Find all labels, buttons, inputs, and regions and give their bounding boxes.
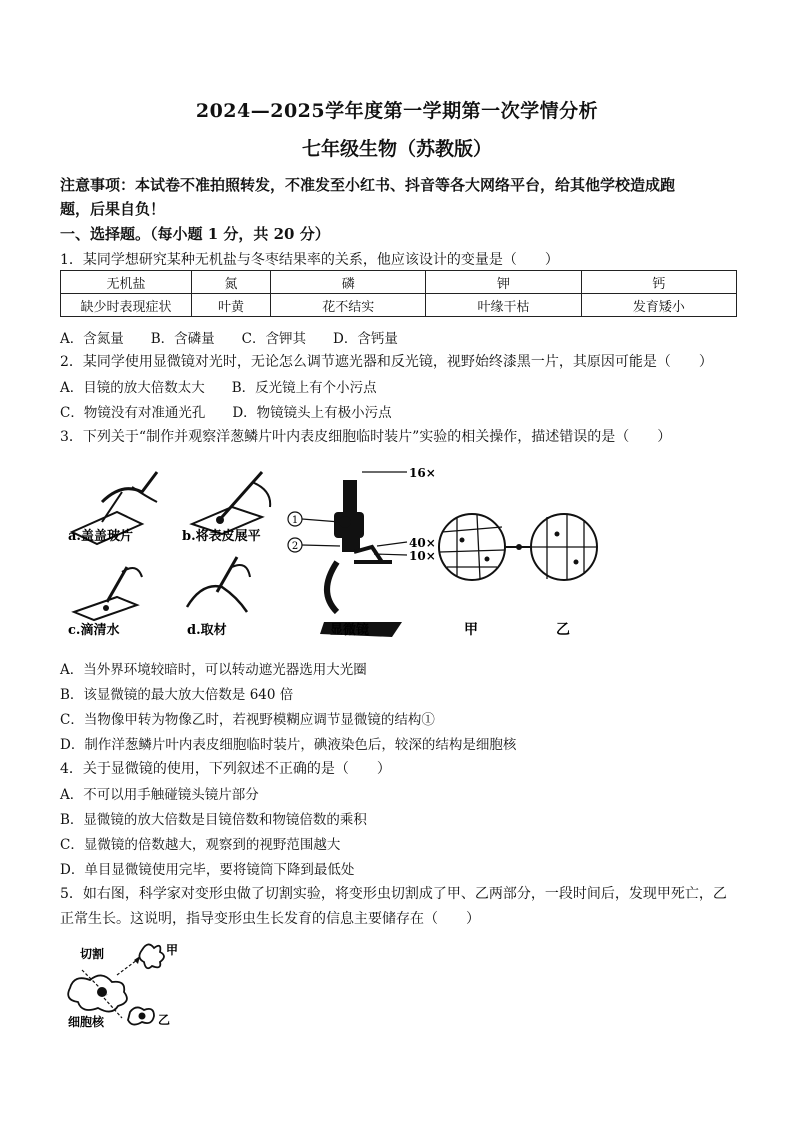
view-jia-illustration (439, 514, 505, 580)
q3-figure (62, 462, 602, 642)
q4-option-c: C．显微镜的倍数越大，观察到的视野范围越大 (60, 837, 341, 853)
q3-option-d: D．制作洋葱鳞片叶内表皮细胞临时装片，碘液染色后，较深的结构是细胞核 (60, 737, 517, 753)
label-structure-1: 1 (291, 515, 299, 526)
table-cell: 无机盐 (61, 271, 192, 294)
nucleus (97, 987, 107, 997)
label-jia: 甲 (166, 943, 179, 957)
label-view-jia: 甲 (464, 622, 478, 638)
q1-stem: 1．某同学想研究某种无机盐与冬枣结果率的关系，他应该设计的变量是（ ） (60, 252, 559, 268)
table-cell: 钙 (581, 271, 736, 294)
label-structure-2: 2 (291, 541, 299, 552)
amoeba-yi (128, 1007, 154, 1024)
table-cell: 叶缘干枯 (426, 294, 581, 317)
label-nucleus: 细胞核 (68, 1015, 105, 1029)
notice-line-2: 题，后果自负！ (60, 200, 166, 218)
exam-title: 2024—2025学年度第一学期第一次学情分析 (195, 100, 599, 122)
q3-stem: 3．下列关于“制作并观察洋葱鳞片叶内表皮细胞临时装片”实验的相关操作，描述错误的是（ ） (60, 429, 672, 445)
q1-table (60, 270, 737, 317)
table-cell: 钾 (426, 271, 581, 294)
microscope-illustration (302, 472, 407, 637)
exam-subtitle: 七年级生物（苏教版） (301, 138, 492, 160)
panel-c-illustration (74, 567, 142, 620)
label-yi: 乙 (158, 1013, 171, 1027)
table-row (61, 271, 737, 294)
q1-options: A．含氮量 B．含磷量 C．含钾其 D．含钙量 (60, 331, 398, 347)
label-a: a.盖盖玻片 (68, 529, 133, 544)
table-cell: 磷 (271, 271, 426, 294)
amoeba-jia (139, 944, 164, 968)
q5-amoeba-figure (62, 940, 202, 1030)
label-b: b.将表皮展平 (182, 529, 261, 544)
table-row (61, 294, 737, 317)
table-cell: 花不结实 (271, 294, 426, 317)
label-objective-40: 40× (409, 536, 436, 550)
q5-stem-1: 5．如右图，科学家对变形虫做了切割实验，将变形虫切割成了甲、乙两部分，一段时间后，发现甲死亡，乙 (60, 886, 727, 902)
amoeba-body (68, 975, 127, 1011)
q5-stem-2: 正常生长。这说明，指导变形虫生长发育的信息主要储存在（ ） (60, 911, 480, 927)
panel-d-illustration (187, 557, 250, 612)
label-objective-10: 10× (409, 549, 436, 563)
section-heading: 一、选择题。（每小题 1 分，共 20 分） (60, 225, 330, 243)
table-cell: 发育矮小 (581, 294, 736, 317)
label-microscope: 显微镜 (330, 623, 370, 638)
q2-options-cd: C．物镜没有对准通光孔 D．物镜镜头上有极小污点 (60, 405, 392, 421)
q4-option-d: D．单目显微镜使用完毕，要将镜筒下降到最低处 (60, 862, 355, 878)
label-c: c.滴清水 (68, 623, 120, 638)
q4-stem: 4．关于显微镜的使用，下列叙述不正确的是（ ） (60, 761, 391, 777)
panel-b-illustration (192, 472, 270, 534)
table-cell: 氮 (192, 271, 271, 294)
label-d: d.取材 (187, 623, 227, 638)
table-cell: 缺少时表现症状 (61, 294, 192, 317)
q3-option-c: C．当物像甲转为物像乙时，若视野模糊应调节显微镜的结构① (60, 712, 435, 728)
label-eyepiece: 16× (409, 466, 436, 480)
table-cell: 叶黄 (192, 294, 271, 317)
notice-line-1: 注意事项：本试卷不准拍照转发，不准发至小红书、抖音等各大网络平台，给其他学校造成跑 (60, 176, 676, 194)
q3-option-a: A．当外界环境较暗时，可以转动遮光器选用大光圈 (60, 662, 367, 678)
q4-option-b: B．显微镜的放大倍数是目镜倍数和物镜倍数的乘积 (60, 812, 367, 828)
q2-options-ab: A．目镜的放大倍数太大 B．反光镜上有个小污点 (60, 380, 377, 396)
label-cut: 切割 (80, 947, 105, 961)
q3-option-b: B．该显微镜的最大放大倍数是 640 倍 (60, 687, 294, 703)
label-view-yi: 乙 (556, 622, 570, 638)
view-yi-illustration (531, 514, 597, 580)
q2-stem: 2．某同学使用显微镜对光时，无论怎么调节遮光器和反光镜，视野始终漆黑一片，其原因可能是（ ） (60, 354, 713, 370)
q4-option-a: A．不可以用手触碰镜头镜片部分 (60, 787, 259, 803)
